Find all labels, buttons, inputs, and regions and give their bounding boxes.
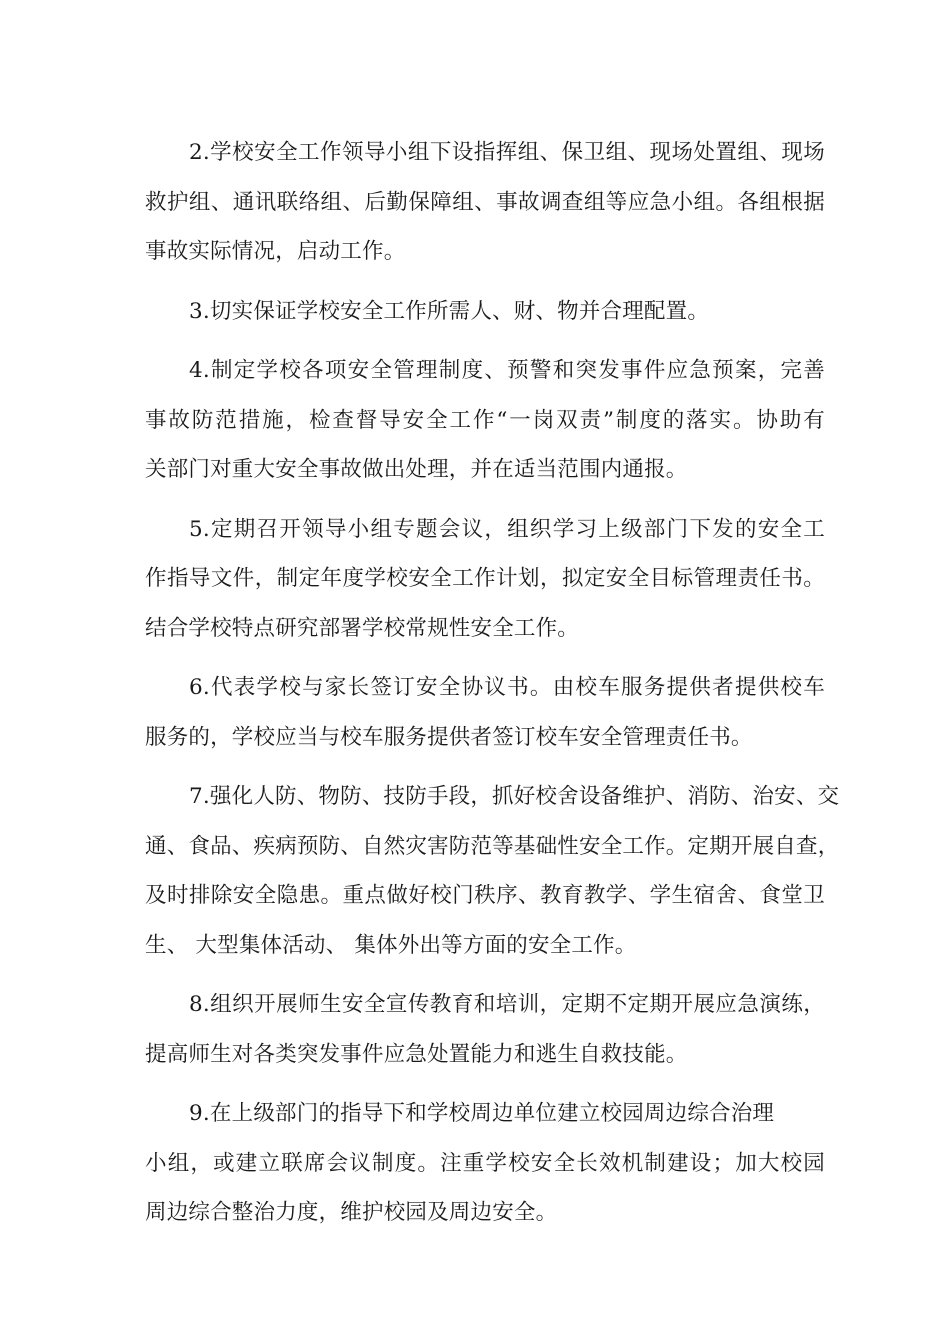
paragraph-line: 2.学校安全工作领导小组下设指挥组、保卫组、现场处置组、现场 [189,140,825,165]
paragraph-line: 通、食品、疾病预防、自然灾害防范等基础性安全工作。定期开展自查， [145,833,840,859]
paragraph-line: 救护组、通讯联络组、后勤保障组、事故调查组等应急小组。各组根据 [145,189,825,215]
paragraph-line: 生、 大型集体活动、 集体外出等方面的安全工作。 [145,932,637,958]
paragraph-line: 周边综合整治力度，维护校园及周边安全。 [145,1200,558,1225]
paragraph-line: 4.制定学校各项安全管理制度、预警和突发事件应急预案，完善 [189,358,825,383]
paragraph-line: 事故防范措施，检查督导安全工作“一岗双责”制度的落实。协助有 [145,407,825,433]
paragraph-8 [145,980,825,1079]
document-body [145,128,840,1248]
paragraph-line: 提高师生对各类突发事件应急处置能力和逃生自救技能。 [145,1041,688,1067]
paragraph-line: 结合学校特点研究部署学校常规性安全工作。 [145,615,580,641]
paragraph-line: 作指导文件，制定年度学校安全工作计划，拟定安全目标管理责任书。 [145,566,825,591]
paragraph-line: 5.定期召开领导小组专题会议，组织学习上级部门下发的安全工 [189,516,825,542]
paragraph-line: 及时排除安全隐患。重点做好校门秩序、教育教学、学生宿舍、食堂卫 [145,883,825,908]
paragraph-line: 小组，或建立联席会议制度。注重学校安全长效机制建设；加大校园 [145,1150,825,1176]
paragraph-line: 8.组织开展师生安全宣传教育和培训，定期不定期开展应急演练， [189,992,825,1017]
paragraph-line: 关部门对重大安全事故做出处理，并在适当范围内通报。 [145,457,688,482]
paragraph-6 [145,663,825,762]
paragraph-2 [145,128,825,277]
paragraph-line: 9.在上级部门的指导下和学校周边单位建立校园周边综合治理 [189,1101,775,1126]
paragraph-line: 事故实际情况，启动工作。 [145,239,406,264]
paragraph-9 [145,1089,825,1238]
paragraph-line: 3.切实保证学校安全工作所需人、财、物并合理配置。 [189,298,710,324]
paragraph-line: 6.代表学校与家长签订安全协议书。由校车服务提供者提供校车 [189,675,825,700]
paragraph-line: 服务的，学校应当与校车服务提供者签订校车安全管理责任书。 [145,724,753,750]
paragraph-3 [145,287,825,337]
paragraph-4 [145,346,825,495]
paragraph-5 [145,505,825,654]
paragraph-line: 7.强化人防、物防、技防手段，抓好校舍设备维护、消防、治安、交 [189,784,840,809]
paragraph-7 [145,772,840,970]
